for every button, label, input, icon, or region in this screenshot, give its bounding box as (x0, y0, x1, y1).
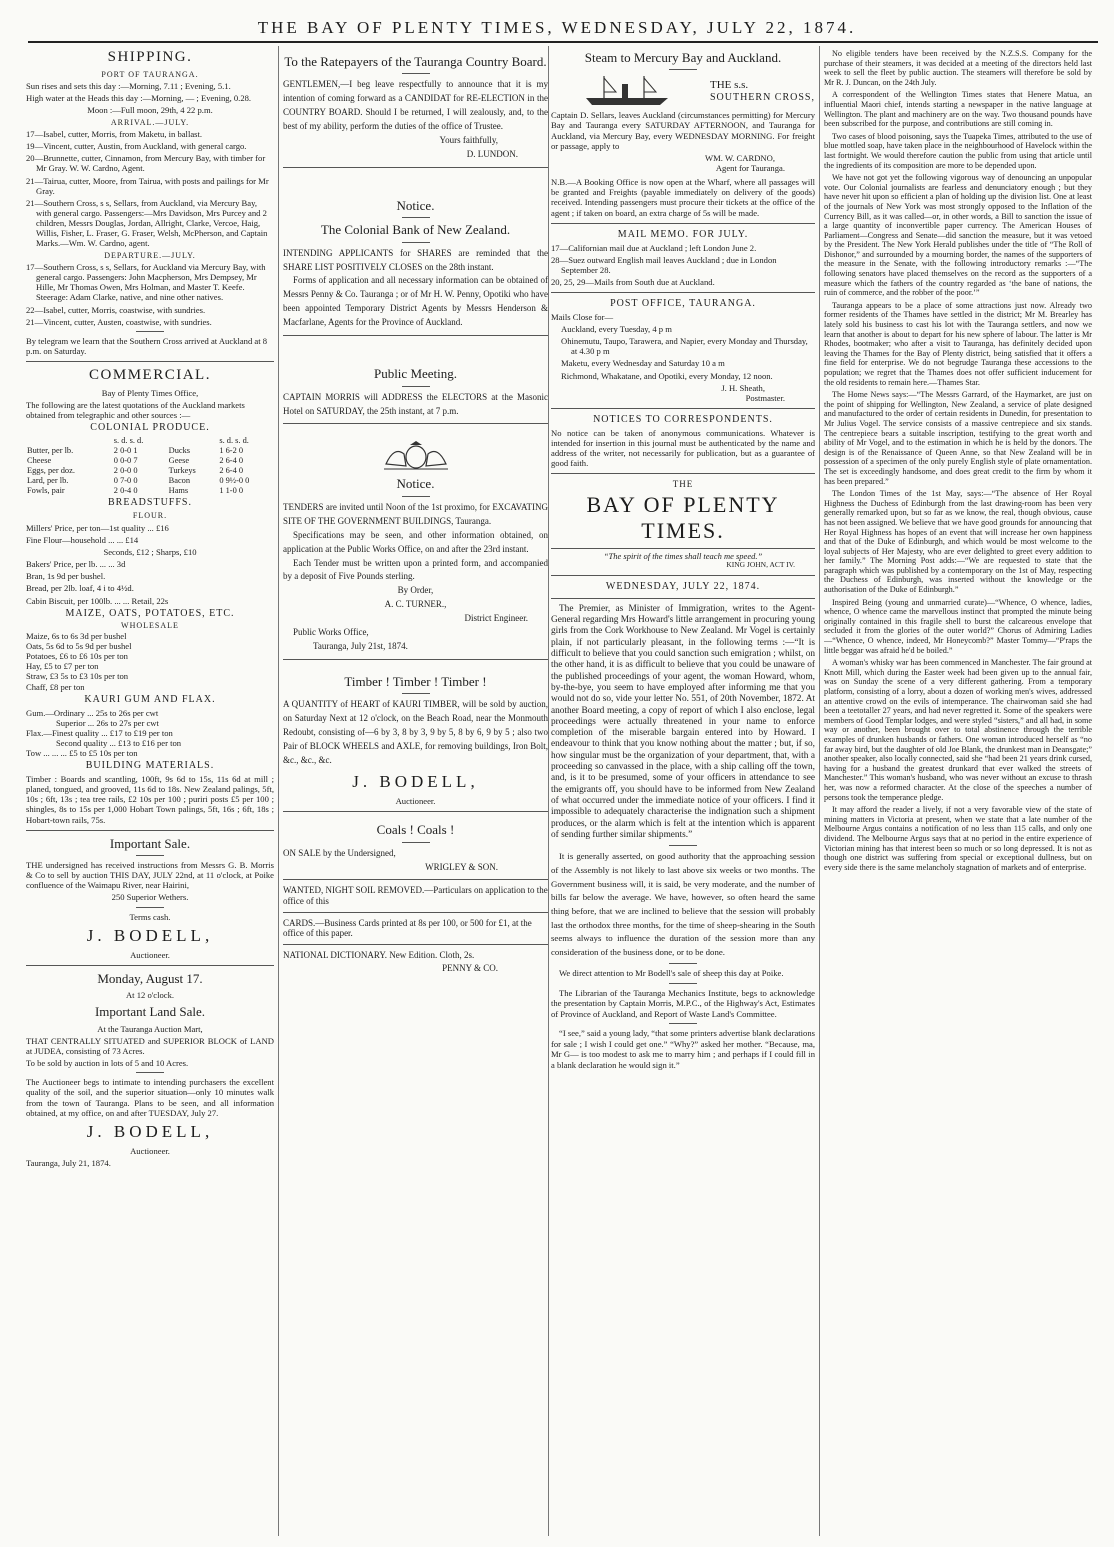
bread-line: Cabin Biscuit, per 100lb. ... ... Retail, 22s (26, 595, 169, 606)
news-paragraph: The Home News says:—“The Messrs Garrard, of the Haymarket, are just on the point of shipping for Wellington, New Zealand, a service of plate designed and manufactured to the order of certain residents in Dunedin, for presentation to Mr Julius Vogel. The service consists of a massive centrepiece and six stands. The centrepiece bears a suitable inscription, testifying to the great worth and ability of Mr Vogel, and to the estimation in which he is held by the donors. The design is of the Renaissance of Queen Anne, so that New Zealand will be in possession of a specimen of the only purely English style of plate ornamentation. The set is exceedingly handsome, and does great credit to the firm by whom it has been prepared.” (824, 390, 1092, 486)
mart-line: At the Tauranga Auction Mart, (97, 1023, 203, 1034)
column-divider (548, 46, 549, 1536)
masthead: THE BAY OF PLENTY TIMES, WEDNESDAY, JULY 22, 1874. (257, 18, 857, 37)
divider (402, 496, 430, 497)
divider (669, 845, 697, 846)
cell: 1 6-2 0 (219, 445, 244, 455)
divider (283, 335, 548, 336)
arrival-item: 17—Isabel, cutter, Morris, from Maketu, in ballast. (26, 128, 203, 139)
post-item: Maketu, every Wednesday and Saturday 10 a m (561, 358, 725, 369)
motto-source: KING JOHN, ACT IV. (726, 559, 795, 569)
divider (551, 408, 815, 409)
coals-text: ON SALE by the Undersigned, (283, 847, 396, 858)
auctioneer-title: Auctioneer. (130, 949, 170, 960)
arrival-item: 19—Vincent, cutter, Austin, from Auckland, with general cargo. (26, 141, 247, 152)
divider (402, 242, 430, 243)
wholesale-heading: WHOLESALE (121, 621, 179, 631)
news-paragraph: It may afford the reader a lively, if not a very favorable view of the state of mining matters in Victoria at present, when we state that a late number of the Melbourne Argus contains a notification of no less than 115 calls, and only one dividend. The Melbourne Argus says that at no period in the entire experience of Victorian mining has that interest been so much or so long depressed. It is not as though one district was suffering from special or exceptional dullness, but on every side there is the same melancholy stagnation of markets and of enterprise. (824, 805, 1092, 872)
sale-text: THE undersigned has received instructions from Messrs G. B. Morris & Co to sell by auction THIS DAY, JULY 22nd, at 11 o'clock, at Poike confluence of the Waimapu River, near Hairini, (26, 860, 274, 891)
divider (136, 907, 164, 908)
column-3 (551, 46, 815, 1536)
commercial-heading: COMMERCIAL. (89, 367, 211, 384)
commercial-intro: The following are the latest quotations of the Auckland markets obtained from telegraphic and other sources :— (26, 399, 245, 421)
steam-heading: Steam to Mercury Bay and Auckland. (584, 50, 782, 65)
bread-line: Bakers' Price, per lb. ... ... 3d (26, 559, 126, 570)
maize-line: Hay, £5 to £7 per ton (26, 661, 99, 672)
divider (26, 361, 274, 362)
tender-text: TENDERS are invited until Noon of the 1st proximo, for EXCAVATING SITE OF THE GOVERNMENT BUILDINGS, Tauranga. (283, 501, 548, 526)
agent-name: WM. W. CARDNO, (705, 152, 775, 163)
bank-heading: The Colonial Bank of New Zealand. (320, 222, 511, 238)
merchant-name: WRIGLEY & SON. (425, 861, 498, 872)
divider (551, 223, 815, 224)
correspondents-heading: NOTICES TO CORRESPONDENTS. (593, 414, 773, 426)
news-paragraph: Two cases of blood poisoning, says the Tuapeka Times, attributed to the use of blue mottled soap, have taken place in the neighbourhood of Havelock within the last fortnight. We would therefore caution the public from using that article until the ingredients of its composition are more to be depended upon. (824, 131, 1092, 170)
coat-of-arms-icon (376, 440, 456, 472)
divider (283, 944, 548, 945)
cell: Bacon (168, 475, 191, 485)
auctioneer-title: Auctioneer. (130, 1145, 170, 1156)
mail-heading: MAIL MEMO. FOR JULY. (617, 228, 749, 240)
signature-name: A. C. TURNER., (384, 599, 447, 610)
divider (402, 217, 430, 218)
table-row (26, 486, 274, 496)
cell: Ducks (168, 445, 191, 455)
cell: Hams (168, 485, 189, 495)
maize-heading: MAIZE, OATS, POTATOES, ETC. (65, 607, 235, 619)
cell: 2 0-4 0 (113, 485, 138, 495)
telegram-note: By telegram we learn that the Southern Cross arrived at Auckland at 8 p.m. on Saturday. (26, 335, 268, 356)
post-item: Ohinemutu, Taupo, Tarawera, and Napier, every Monday and Thursday, at 4.30 p m (561, 336, 808, 357)
bank-forms: Forms of application and all necessary information can be obtained of Messrs Penny & Co. Tauranga ; or of Mr H. W. Penny, Opotiki who have been appointed Temporary District Agents by Messrs Henderson & Macfarlane, Agents for the Province of Auckland. (283, 275, 548, 328)
cell: Cheese (27, 455, 52, 465)
lots-line: To be sold by auction in lots of 5 and 10 Acres. (26, 1058, 189, 1069)
post-office-heading: POST OFFICE, TAURANGA. (610, 298, 756, 310)
ship-prefix: THE s.s. (709, 78, 749, 91)
date-line: Tauranga, July 21st, 1874. (313, 641, 408, 652)
divider (402, 693, 430, 694)
table-row (26, 466, 274, 476)
bank-text: INTENDING APPLICANTS for SHARES are reminded that the SHARE LIST POSITIVELY CLOSES on the 28th instant. (283, 247, 548, 272)
tide-line: High water at the Heads this day :—Morning, — ; Evening, 0.28. (26, 93, 252, 104)
sale-item: 250 Superior Wethers. (111, 892, 189, 903)
auctioneer-name: J. BODELL, (86, 1121, 214, 1141)
mail-item: 17—Californian mail due at Auckland ; left London June 2. (551, 242, 757, 253)
table-row (26, 446, 274, 456)
title-prefix: THE (672, 479, 694, 490)
post-item: Auckland, every Tuesday, 4 p m (561, 324, 672, 335)
bread-line: Fine Flour—household ... ... £14 (26, 534, 139, 545)
shipping-heading: SHIPPING. (107, 49, 193, 65)
maize-line: Chaff, £8 per ton (26, 681, 85, 692)
merchant-name: PENNY & CO. (442, 962, 498, 973)
bread-line: Seconds, £12 ; Sharps, £10 (103, 546, 197, 557)
maize-line: Potatoes, £6 to £6 10s per ton (26, 651, 128, 662)
notice-heading: Notice. (396, 476, 435, 492)
agent-title: Agent for Tauranga. (715, 163, 785, 174)
editorial-paragraph: “I see,” said a young lady, “that some printers advertise blank declarations for sale ; I wish I could get one.” “Why?” asked her mother. “Because, ma, Mr G— is too modest to ask me to marry him ; and perhaps if I could fill in a blank declaration he would sign it.” (551, 1028, 815, 1070)
tender-each: Each Tender must be written upon a printed form, and accompanied by a deposit of Five Pounds sterling. (283, 557, 548, 582)
auctioneer-title: Auctioneer. (395, 796, 436, 807)
office-line: Public Works Office, (293, 627, 369, 638)
maize-line: Oats, 5s 6d to 5s 9d per bushel (26, 641, 132, 652)
colonial-produce-heading: COLONIAL PRODUCE. (90, 422, 210, 434)
news-paragraph: Inspired Being (young and unmarried curate)—“Whence, O whence, ladies, whence, O whence came the marvellous instinct that prompted the minute being originally contained in this fragile shell to burst the calcareous envelope that secluded it from the glories of the outer world?” Chorus of Admiring Ladies—“Whence, O whence, indeed, Mr Honeycomb?” Master Tommy—“P'raps the little beggar was afraid he'd be boiled.” (824, 597, 1092, 655)
signature-title: District Engineer. (464, 613, 528, 624)
maize-line: Straw, £3 5s to £3 10s per ton (26, 671, 129, 682)
table-header-row (26, 436, 274, 446)
maize-line: Maize, 6s to 6s 3d per bushel (26, 630, 127, 641)
column-4 (824, 46, 1092, 1536)
table-row (26, 456, 274, 466)
bread-line: Bran, 1s 9d per bushel. (26, 571, 106, 582)
ratepayers-heading: To the Ratepayers of the Tauranga Country Board. (284, 54, 547, 69)
divider (402, 73, 430, 74)
divider (283, 167, 548, 168)
cell: 2 0-0 0 (113, 465, 138, 475)
cell: 0 9½-0 0 (219, 475, 250, 485)
departure-item: 22—Isabel, cutter, Morris, coastwise, with sundries. (26, 304, 206, 315)
news-paragraph: A woman's whisky war has been commenced in Manchester. The fair ground at Knott Mill, which during the Easter week had been given up to the annual fair, was on Sunday the scene of a very different gathering. From a temporary platform, consisting of a lorry, about a dozen of working men's wives, addressed an attentive crowd on the evils of intemperance. The chairwoman said she had been a teetotaller 27 years, and had never regretted it. Some of the speakers were members of Good Templar lodges, and were styled “sisters,” and all had, in some way or another, been brought over to total abstinence through the terrible examples of drunken husbands or fathers. One woman introduced herself as “no far away bird, but the daughter of old Joe Blank, the drunkest man in Deansgate;” another speaker, also locally connected, said she “had been 21 years drink cursed, having for a husband the greatest drunkard that ever walked the streets of Manchester.” This woman's husband, who was never without an excuse to thrash her, was now a reformed character. At the close of the speeches a number of persons took the temperance pledge. (824, 658, 1092, 802)
time-line: At 12 o'clock. (125, 990, 175, 1001)
auctioneer-name: J. BODELL, (86, 925, 214, 945)
office-line: Bay of Plenty Times Office, (101, 387, 199, 398)
mails-close: Mails Close for— (551, 311, 614, 322)
postmaster-title: Postmaster. (745, 392, 785, 403)
divider (551, 473, 815, 474)
cards-ad: CARDS.—Business Cards printed at 8s per 100, or 500 for £1, at the office of this paper. (283, 917, 532, 939)
editorial-paragraph: It is generally asserted, on good authority that the approaching session of the Assembly is not likely to last above six weeks or two months. The Government business will, it is said, be very moderate, and the number of bills far below the average. We have, however, so often heard the same thing before, that we are inclined to believe that the session will probably last the orthodox three months, for the time of sheep-shearing in the South seems always to influence the duration of the session more than any consideration of the business done, or to be done. (551, 851, 815, 957)
departure-item: 21—Vincent, cutter, Austen, coastwise, with sundries. (26, 316, 212, 327)
divider (26, 965, 274, 966)
bread-line: Bread, per 2lb. loaf, 4 i to 4½d. (26, 583, 134, 594)
table-row (26, 476, 274, 486)
meeting-heading: Public Meeting. (373, 366, 458, 382)
divider (283, 811, 548, 812)
cell: Lard, per lb. (27, 475, 69, 485)
auctioneer-name: J. BODELL, (352, 772, 479, 792)
column-1 (26, 46, 274, 1536)
divider (283, 423, 548, 424)
editorial-date: WEDNESDAY, JULY 22, 1874. (605, 580, 761, 592)
arrival-item: 21—Tairua, cutter, Moore, from Tairua, with posts and pailings for Mr Gray. (26, 175, 269, 196)
moon-line: Moon :—Full moon, 29th, 4 22 p.m. (87, 105, 213, 116)
column-header: s. d. s. d. (113, 436, 144, 445)
cell: 0 7-0 0 (113, 475, 138, 485)
steamship-icon (582, 74, 672, 108)
cell: Butter, per lb. (27, 445, 74, 455)
sun-line: Sun rises and sets this day :—Morning, 7.11 ; Evening, 5.1. (26, 81, 231, 92)
kauri-line: Second quality ... £13 to £16 per ton (56, 737, 182, 748)
arrival-item: 20—Brunnette, cutter, Cinnamon, from Mercury Bay, with timber for Mr Gray. W. W. Cardno, Agent. (26, 153, 266, 174)
signature-name: D. LUNDON. (466, 149, 518, 160)
masthead-rule (28, 41, 1098, 43)
monday-heading: Monday, August 17. (97, 970, 203, 986)
motto: “The spirit of the times shall teach me speed.” (603, 550, 763, 561)
mail-item: 28—Suez outward English mail leaves Auckland ; due in London September 28. (551, 254, 777, 275)
divider (551, 598, 815, 599)
cell: Eggs, per doz. (27, 465, 75, 475)
departure-heading: DEPARTURE.—JULY. (104, 250, 196, 260)
cell: Geese (168, 455, 190, 465)
departure-item: 17—Southern Cross, s s, Sellars, for Auckland via Mercury Bay, with general cargo. Passengers: John Macpherson, Mrs Dempsey, Mr Hille, Mr Thomas Owen, Mrs Holman, and Master T. Keefe. Steerage: Adam Clarke, native, and nine other natives. (26, 261, 266, 303)
by-order: By Order, (397, 585, 434, 596)
column-2 (283, 46, 548, 1536)
kauri-line: Gum.—Ordinary ... 25s to 26s per cwt (26, 707, 159, 718)
divider (136, 855, 164, 856)
mail-item: 20, 25, 29—Mails from South due at Auckland. (551, 276, 715, 287)
divider (136, 331, 164, 332)
sale-terms: Terms cash. (129, 911, 171, 922)
divider (283, 659, 548, 660)
divider (402, 842, 430, 843)
cell: 0 0-0 7 (113, 455, 138, 465)
cell: 2 6-4 0 (219, 455, 244, 465)
bread-line: Millers' Price, per ton—1st quality ... £16 (26, 522, 169, 533)
night-soil-ad: WANTED, NIGHT SOIL REMOVED.—Particulars on application to the office of this (283, 885, 548, 907)
kauri-heading: KAURI GUM AND FLAX. (84, 693, 216, 705)
news-paragraph: We have not got yet the following vigorous way of denouncing an unpopular vote. Our Colonial journalists are fearless and denunciatory enough ; but they have never hit upon so efficient a plan of holding up the division list. One at least of the journals of New York was most strongly opposed to the Inflation of the Currency Bill, as it was called—or, in other words, a Bill to sanction the issue of a large quantity of inconvertible paper currency. The American Houses of Parliament—Congress and Senate—did sanction the measure, but it was vetoed by the President. The New York Herald publishes under the title of “The Roll of Dishonor,” and surrounded by a mourning border, the names of the supporters of the measure in the Senate, with the following introductory remarks :—“The following senators have placed themselves on the record as the supporters of a measure which the fathers of the country regarded as ‘the bane of nations, the ruin of commerce, and the robber of the poor.’” (824, 173, 1092, 298)
divider (669, 963, 697, 964)
notice-heading: Notice. (396, 197, 435, 213)
divider (26, 830, 274, 831)
breadstuffs-heading: BREADSTUFFS. (108, 497, 192, 509)
news-paragraph: Tauranga appears to be a place of some attractions just now. Already two former residents of the Thames have settled in the district; Mr M. Brearley has lately sold his business to cast his lot with the Tauranga settlers, and now we learn that another is about to depart for his new sphere of labour. The latter is Mr Rhodes, bootmaker; who after a visit to Tauranga, has definitely decided upon leaving the Thames for the Bay of Plenty district, being satisfied that it offers a fine field for enterprise. We do not begrudge Tauranga these accessions to the population; we regret that the Thames does not offer sufficient inducement for the old residents to remain here.—Thames Star. (824, 300, 1092, 387)
timber-text: A QUANTITY of HEART of KAURI TIMBER, will be sold by auction, on Saturday Next at 12 o'clock, on the Beach Road, near the Monmouth Redoubt, consisting of—6 by 3, 8 by 3, 9 by 5, 8 by 6, 9 by 5 ; also two Pair of BLOCK WHEELS and AXLE, for removing buildings, Iron Bolt, &c., &c., &c. (283, 699, 548, 766)
editorial-paragraph: The Librarian of the Tauranga Mechanics Institute, begs to acknowledge the presentation by Captain Morris, M.P.C., of the Highway's Act, Estimates of Province of Auckland, and Report of Waste Land's Committee. (551, 987, 815, 1019)
ship-name: SOUTHERN CROSS, (709, 91, 815, 103)
divider (283, 879, 548, 880)
divider (669, 69, 697, 70)
building-heading: BUILDING MATERIALS. (85, 760, 215, 772)
closing-line: Yours faithfully, (439, 135, 498, 146)
date-line: Tauranga, July 21, 1874. (26, 1158, 111, 1169)
ratepayers-text: GENTLEMEN,—I beg leave respectfully to announce that it is my intention of coming forward as a CANDIDAT for RE-ELECTION in the COUNTRY BOARD. Should I be returned, I will zealously, and, to the best of my ability, perform the duties of the office of Trustee. (283, 79, 548, 132)
flour-heading: FLOUR. (132, 511, 168, 521)
coals-heading: Coals ! Coals ! (376, 822, 455, 838)
cell: 1 1-0 0 (219, 485, 244, 495)
newspaper-title: BAY OF PLENTY TIMES. (551, 492, 815, 549)
arrival-item: 21—Southern Cross, s s, Sellars, from Auckland, via Mercury Bay, with general cargo. Passengers:—Mrs Davidson, Mrs Purcey and 2 children, Messrs Douglas, Jordan, Allright, Clarke, Vercoe, Haig, Willis, Fisher, L. Fraser, G. Fraser, Welsh, McPherson, and Captain Marks.—Wm. W. Cardno, agent. (26, 197, 268, 249)
divider (283, 912, 548, 913)
column-header: s. d. s. d. (219, 436, 249, 445)
kauri-line: Flax.—Finest quality ... £17 to £19 per ton (26, 727, 173, 738)
meeting-text: CAPTAIN MORRIS will ADDRESS the ELECTORS at the Masonic Hotel on SATURDAY, the 25th instant, at 7 p.m. (283, 391, 548, 416)
divider (669, 1023, 697, 1024)
correspondents-text: No notice can be taken of anonymous communications. Whatever is intended for insertion in this journal must be authenticated by the name and address of the writer, not necessarily for publication, but as a guarantee of good faith. (551, 427, 815, 469)
steam-text: Captain D. Sellars, leaves Auckland (circumstances permitting) for Mercury Bay and Tauranga every SATURDAY AFTERNOON, and Tauranga for Auckland, via Mercury Bay, every WEDNESDAY MORNING. For freight or passage, apply to (551, 110, 815, 151)
editorial-paragraph: The Premier, as Minister of Immigration, writes to the Agent-General regarding Mrs Howard's little arrangement in procuring young girls from the Cork Workhouse to New Zealand. Mr Vogel is certainly plain, if not particularly pleasant, in the following terms :—“It is difficult to believe that you could sanction such emigration ; whilst, on the other hand, it is as difficult to believe that you could be unaware of the published proceedings of your agent, the woman Howard, whom, by-the-bye, you seem to have employed after informing me that you would not do so, vide your letter No. 551, of 20th November, 1872. At another Board meeting, a copy of report of which I also enclose, legal proceedings were actually threatened in your name to enforce completion of the miserable bargain entered into by Howard. I endeavour to think that you know nothing about the matter ; but, if so, how singular must be the organization of your department, that, with a proceeding so canvassed in the place, with a ship calling off the town, and, is it to be presumed, some of your officers in attendance to see the emigrants off, you should have to be informed from New Zealand of what occurred under the immediate notice of your officers. I find it impossible to adequately characterise the indignation such a shipment produces, or the alarm which is felt at the intention which is apparent of sending further similar shipments.” (551, 603, 815, 841)
booking-note: N.B.—A Booking Office is now open at the Wharf, where all passages will be granted and Freights (payable immediately on delivery of the goods) received. Intending passengers must procure their tickets at the office of the agent ; if taken on board, an extra charge of 5s will be made. (551, 177, 815, 218)
land-more: The Auctioneer begs to intimate to intending purchasers the excellent quality of the soil, and the superior situation—only 10 minutes walk from the town of Tauranga. Plans to be seen, and all information obtained, at my office, on and after TUESDAY, July 27. (26, 1077, 274, 1118)
sale-heading: Important Sale. (109, 835, 191, 851)
news-paragraph: A correspondent of the Wellington Times states that Henere Matua, an influential Maori chief, intends starting a newspaper in the native language at Wellington. The plant and machinery are on the way. Two thousand pounds have been subscribed for the purpose, and contributions are still coming in. (824, 90, 1092, 129)
produce-table (26, 436, 274, 495)
divider (669, 983, 697, 984)
divider (551, 292, 815, 293)
divider (551, 575, 815, 576)
kauri-line: Tow ... ... ... £5 to £5 10s per ton (26, 748, 138, 759)
cell: Turkeys (168, 465, 196, 475)
timber-heading: Timber ! Timber ! Timber ! (344, 674, 487, 690)
post-item: Richmond, Whakatane, and Opotiki, every Monday, 12 noon. (561, 370, 773, 381)
divider (402, 386, 430, 387)
postmaster-name: J. H. Sheath, (721, 382, 765, 393)
cell: Fowls, pair (27, 485, 65, 495)
news-paragraph: No eligible tenders have been received by the N.Z.S.S. Company for the purchase of their steamers, it was decided at a meeting of the directors held last week to sell the fleet by public auction. The steamers will therefore be sold by Mr R. J. Duncan, on the 24th July. (824, 49, 1092, 87)
editorial-paragraph: We direct attention to Mr Bodell's sale of sheep this day at Poike. (559, 968, 784, 979)
news-paragraph: The London Times of the 1st May, says:—“The absence of Her Royal Highness the Duchess of Edinburgh from the last drawing-room has been very generally remarked upon, but so far as we know, the real, though obvious, cause has not been assigned. We believe that we have good grounds for announcing that Her Royal Highness has hopes of an event that will increase her own happiness and that of the Duke of Edinburgh, and which would be most welcome to the loyal subjects of Her Majesty, who are ever delighted to greet every addition to her family.” The Morning Post adds:—“We are requested to state that the paragraph which was published by a contemporary on the 1st of May, respecting the Duchess of Edinburgh, was inserted without the knowledge or the authorisation of the Duke of Edinburgh.” (824, 489, 1092, 595)
kauri-line: Superior ... 26s to 27s per cwt (56, 717, 159, 728)
tender-spec: Specifications may be seen, and other information obtained, on application at the Public Works Office, on and after the 23rd instant. (283, 529, 548, 554)
divider (136, 1072, 164, 1073)
dictionary-ad: NATIONAL DICTIONARY. New Edition. Cloth, 2s. (283, 949, 475, 960)
building-text: Timber : Boards and scantling, 100ft, 9s 6d to 15s, 11s 6d at mill ; planed, tongued, and grooved, 11s 6d to 18s. New Zealand palings, 5ft, 10s ; 6ft, 13s ; tea tree rails, £2 10s per 100 ; puriri posts £5 per 100 ; shingles, 8s to 15s per 1,000 Hobart Town palings, 5ft, 16s ; 6ft, 18s ; Hobart-town rails, 75s. (26, 774, 274, 825)
port-heading: PORT OF TAURANGA. (101, 69, 199, 79)
column-divider (278, 46, 279, 1536)
cell: 2 0-0 1 (113, 445, 138, 455)
column-divider (819, 46, 820, 1536)
land-sale-heading: Important Land Sale. (94, 1004, 206, 1020)
land-text: THAT CENTRALLY SITUATED and SUPERIOR BLOCK of LAND at JUDEA, consisting of 73 Acres. (26, 1035, 274, 1057)
arrival-heading: ARRIVAL.—JULY. (110, 117, 190, 127)
cell: 2 6-4 0 (219, 465, 244, 475)
